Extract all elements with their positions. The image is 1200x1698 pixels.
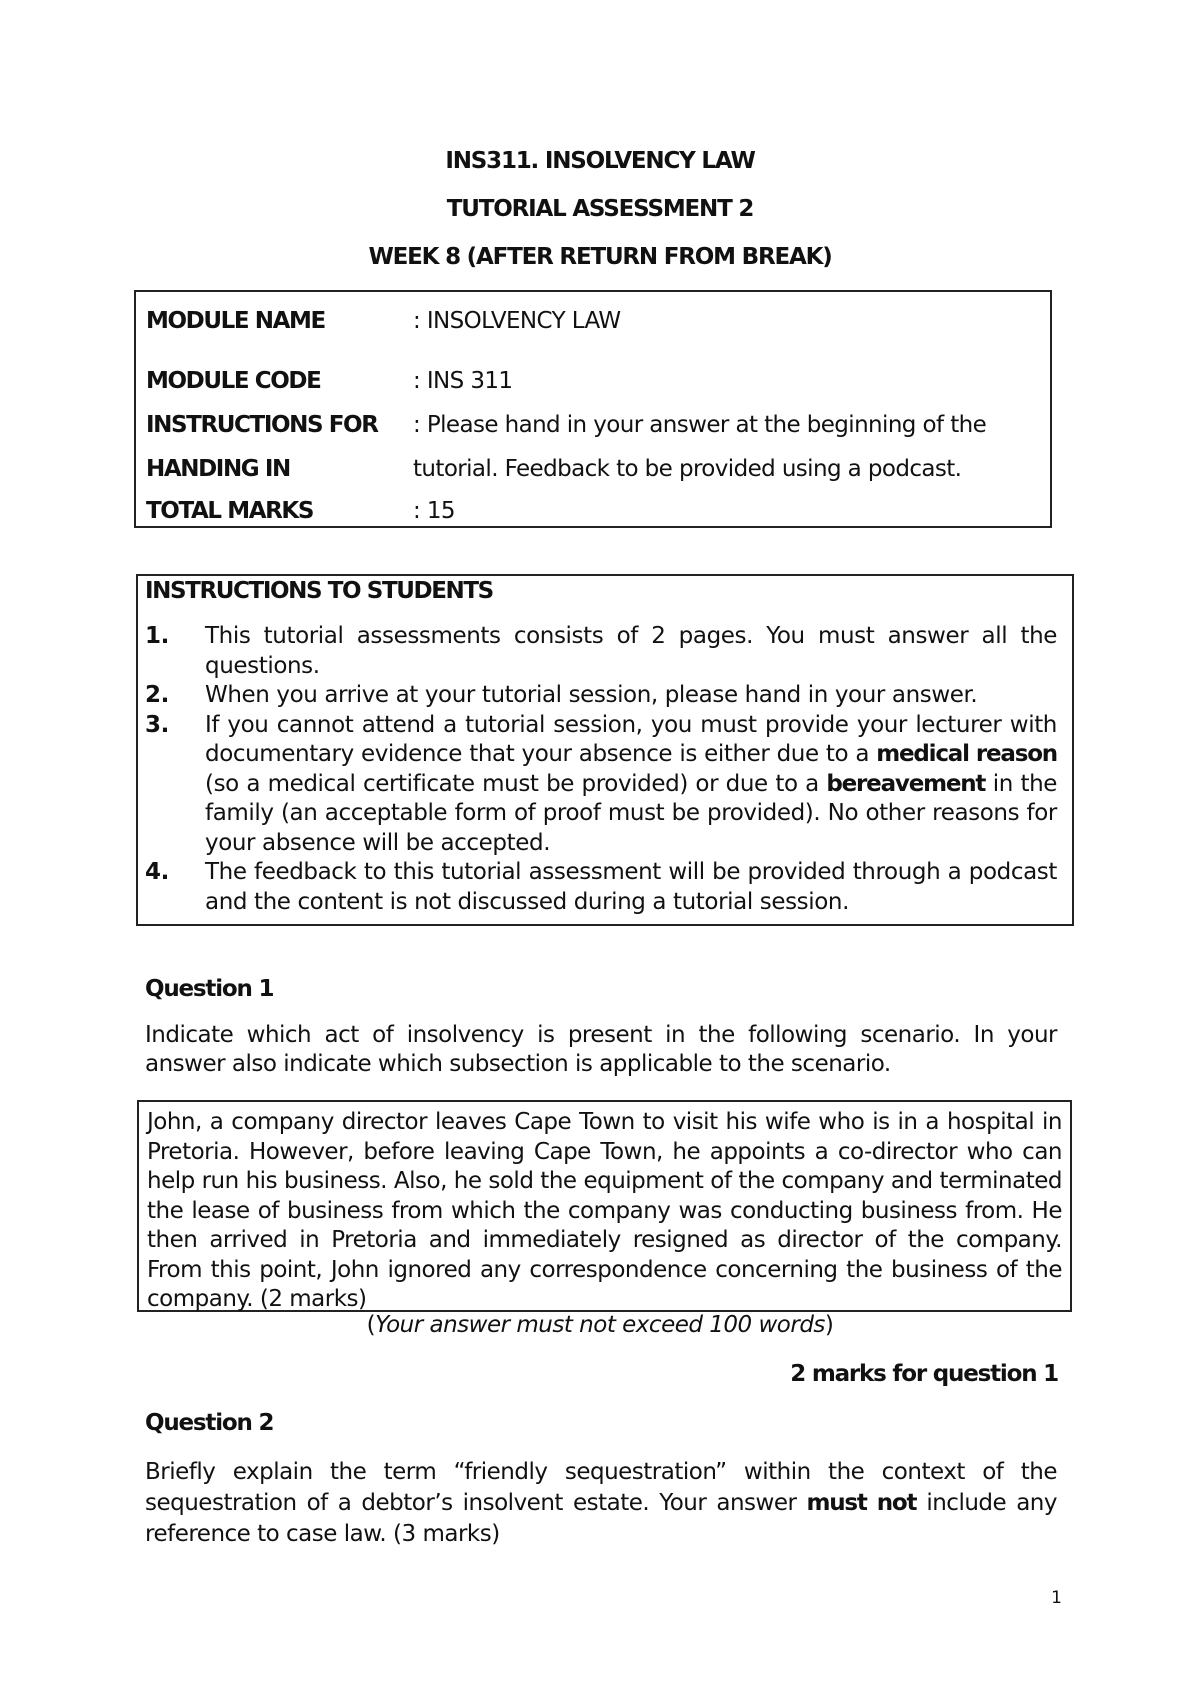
item-text: The feedback to this tutorial assessment will be provided through a podcast and the content is not discussed during a tutorial session. bbox=[205, 859, 1057, 915]
instructions-value-line2: tutorial. Feedback to be provided using a podcast. bbox=[413, 456, 962, 482]
list-item bbox=[145, 858, 1057, 917]
item-text: (so a medical certificate must be provided) or due to a bbox=[205, 770, 827, 797]
item-number: 2. bbox=[145, 682, 169, 708]
instructions-list bbox=[145, 622, 1057, 917]
word-limit-note bbox=[0, 1312, 1200, 1338]
handing-in-label: HANDING IN bbox=[146, 456, 290, 482]
course-title: INS311. INSOLVENCY LAW bbox=[445, 148, 755, 174]
item-number: 1. bbox=[145, 623, 169, 649]
total-marks-value: : 15 bbox=[413, 498, 455, 524]
question2-text-b: include any reference to case law. (3 marks) bbox=[145, 1490, 1057, 1547]
instructions-title: INSTRUCTIONS TO STUDENTS bbox=[145, 578, 493, 604]
item-text: If you cannot attend a tutorial session, you must provide your lecturer with documentary evidence that your absence is either due to a bbox=[205, 711, 1057, 767]
module-code-value: : INS 311 bbox=[413, 368, 513, 394]
emphasis-must-not: must not bbox=[806, 1490, 917, 1516]
scenario-text: John, a company director leaves Cape Town to visit his wife who is in a hospital in Pretoria. However, before leaving Cape Town, he appoints a co-director who can help run his business. Also, he sold the equipment of the company and terminated the lease of business from which the company was conducting business from. He then arrived in Pretoria and immediately resigned as director of the company. From this point, John ignored any correspondence concerning the business of the company. (2 marks) bbox=[147, 1109, 1062, 1312]
instructions-for-label: INSTRUCTIONS FOR bbox=[146, 412, 378, 438]
assessment-title: TUTORIAL ASSESSMENT 2 bbox=[446, 196, 754, 222]
item-number: 4. bbox=[145, 859, 169, 885]
question2-text-a: Briefly explain the term “friendly sequestration” within the context of the sequestration of a debtor’s insolvent estate. Your answer bbox=[145, 1459, 1057, 1516]
item-text: This tutorial assessments consists of 2 pages. You must answer all the questions. bbox=[205, 623, 1057, 679]
question2-heading: Question 2 bbox=[145, 1410, 274, 1436]
module-name-label: MODULE NAME bbox=[146, 308, 325, 334]
list-item bbox=[145, 622, 1057, 681]
question2-text bbox=[145, 1457, 1057, 1550]
item-text: When you arrive at your tutorial session, please hand in your answer. bbox=[205, 682, 978, 708]
note-open-paren: ( bbox=[366, 1312, 376, 1338]
week-title: WEEK 8 (AFTER RETURN FROM BREAK) bbox=[368, 244, 832, 270]
question1-prompt: Indicate which act of insolvency is present in the following scenario. In your answer also indicate which subsection is applicable to the scenario. bbox=[145, 1022, 1057, 1077]
page-number: 1 bbox=[1051, 1588, 1062, 1608]
scenario-box bbox=[137, 1100, 1072, 1312]
instructions-value-line1: : Please hand in your answer at the beginning of the bbox=[413, 412, 987, 438]
question1-marks: 2 marks for question 1 bbox=[790, 1361, 1058, 1387]
emphasis-medical-reason: medical reason bbox=[876, 741, 1057, 767]
note-text: Your answer must not exceed 100 words bbox=[375, 1312, 825, 1338]
item-text: in the family (an acceptable form of proof must be provided). No other reasons for your absence will be accepted. bbox=[205, 770, 1058, 856]
total-marks-label: TOTAL MARKS bbox=[146, 498, 313, 524]
module-code-label: MODULE CODE bbox=[146, 368, 321, 394]
item-number: 3. bbox=[145, 711, 169, 738]
module-name-value: : INSOLVENCY LAW bbox=[413, 308, 621, 334]
list-item bbox=[145, 711, 1057, 859]
emphasis-bereavement: bereavement bbox=[826, 770, 986, 797]
module-info-box bbox=[134, 290, 1052, 528]
note-close-paren: ) bbox=[824, 1312, 834, 1338]
list-item bbox=[145, 681, 1057, 711]
question1-heading: Question 1 bbox=[145, 976, 274, 1002]
